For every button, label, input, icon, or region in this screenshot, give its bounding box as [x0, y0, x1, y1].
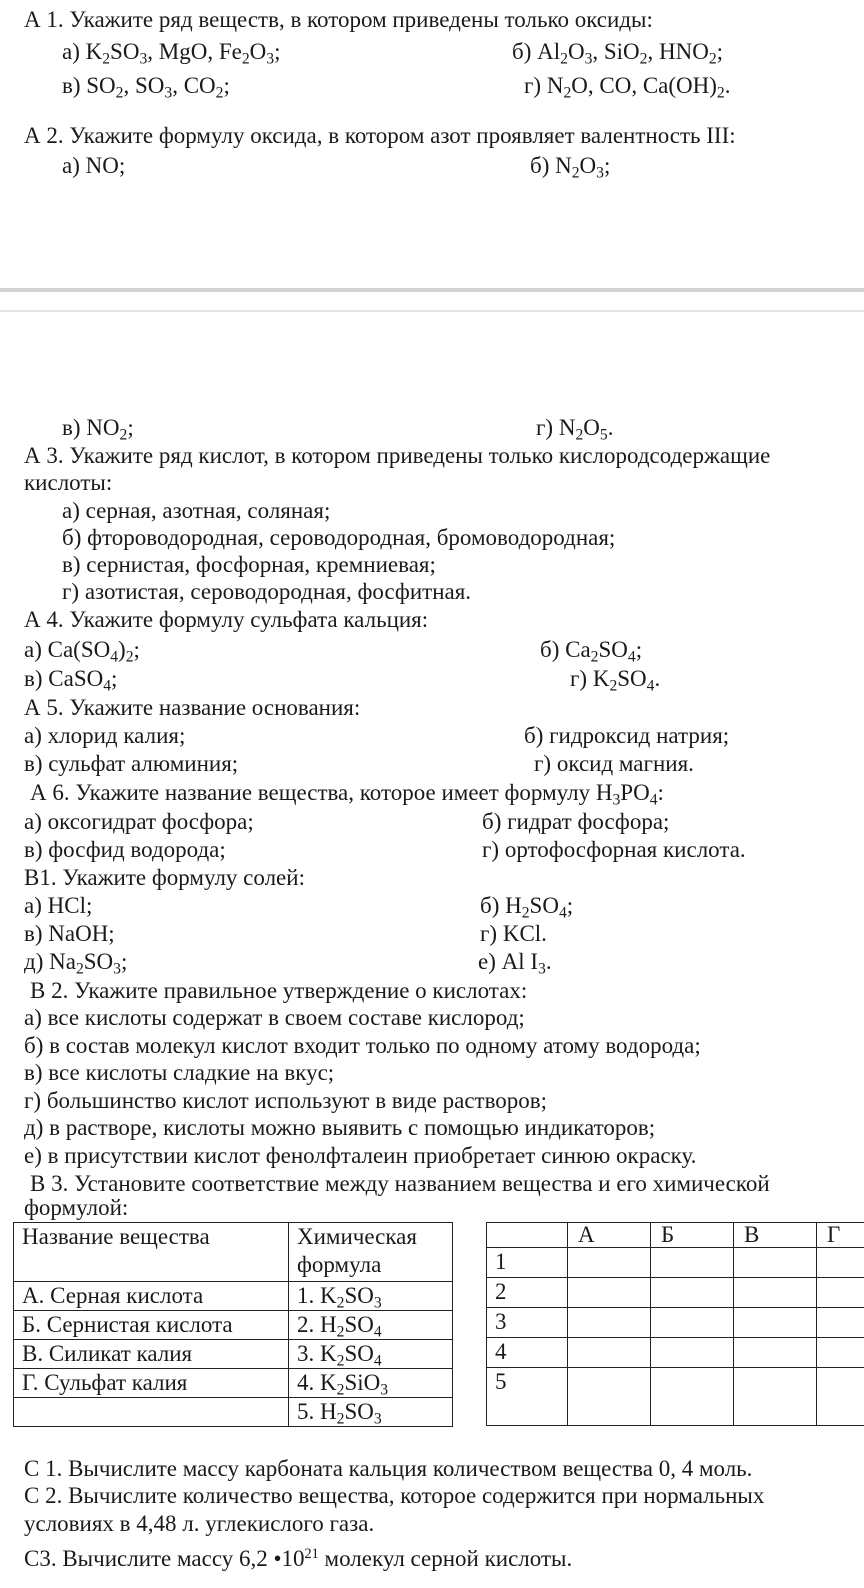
- question-b3-line2: формулой:: [24, 1195, 129, 1220]
- answer-b1-c: в) NaOH;: [24, 921, 115, 946]
- grid-answer-cell[interactable]: [734, 1368, 817, 1426]
- answer-b2-b: б) в состав молекул кислот входит только по одному атому водорода;: [24, 1033, 701, 1058]
- question-b3-line1: В 3. Установите соответствие между названием вещества и его химической: [30, 1171, 770, 1196]
- answer-a2-a: а) NO;: [62, 153, 126, 178]
- formula-cell-4: 4. $K_2SiO_3$: [289, 1369, 453, 1398]
- page-break-line: [0, 310, 864, 312]
- grid-answer-cell[interactable]: [651, 1338, 734, 1368]
- answer-a1-a: а) $K_2SO_3$, MgO, $Fe_2O_3$;: [62, 39, 281, 68]
- grid-answer-cell[interactable]: [651, 1248, 734, 1278]
- answer-b2-d: г) большинство кислот используют в виде растворов;: [24, 1088, 548, 1113]
- grid-answer-cell[interactable]: [817, 1278, 864, 1308]
- answer-a3-c: в) сернистая, фосфорная, кремниевая;: [62, 552, 436, 577]
- answer-b1-e: д) $Na_2SO_3$;: [24, 949, 128, 978]
- formula-cell-1: 1. $K_2SO_3$: [289, 1282, 453, 1311]
- answer-b2-c: в) все кислоты сладкие на вкус;: [24, 1060, 335, 1085]
- answer-a6-b: б) гидрат фосфора;: [482, 809, 670, 834]
- grid-answer-cell[interactable]: [817, 1368, 864, 1426]
- answer-b1-f: е) Al $I_3$.: [478, 949, 552, 978]
- grid-answer-cell[interactable]: [568, 1368, 651, 1426]
- matching-table-names: [13, 1222, 453, 1427]
- formula-cell-5: 5. $H_2SO_3$: [289, 1398, 453, 1427]
- grid-answer-cell[interactable]: [734, 1308, 817, 1338]
- answer-a5-b: б) гидроксид натрия;: [524, 723, 730, 748]
- answer-a5-a: а) хлорид калия;: [24, 723, 186, 748]
- grid-header-d: Г: [817, 1223, 864, 1248]
- grid-answer-cell[interactable]: [651, 1368, 734, 1426]
- answer-a4-d: г) $K_2SO_4$.: [570, 666, 661, 695]
- grid-answer-cell[interactable]: [817, 1338, 864, 1368]
- grid-header-c: В: [734, 1223, 817, 1248]
- grid-row-label: 5: [487, 1368, 568, 1426]
- grid-answer-cell[interactable]: [651, 1278, 734, 1308]
- task-c1: С 1. Вычислите массу карбоната кальция количеством вещества 0, 4 моль.: [24, 1456, 753, 1481]
- formula-cell-3: 3. $K_2SO_4$: [289, 1340, 453, 1369]
- page-break-line: [0, 288, 864, 292]
- grid-answer-cell[interactable]: [734, 1248, 817, 1278]
- grid-answer-cell[interactable]: [651, 1308, 734, 1338]
- answer-a4-c: в) CaSO$_4$;: [24, 666, 118, 695]
- answer-b1-b: б) $H_2SO_4$;: [480, 893, 574, 922]
- grid-row-label: 3: [487, 1308, 568, 1338]
- grid-corner: [487, 1223, 568, 1248]
- answer-a5-d: г) оксид магния.: [534, 751, 694, 776]
- task-c3: С3. Вычислите массу 6,2 $•10^{21}$ молекул серной кислоты.: [24, 1546, 573, 1571]
- header-chemical-formula: Химическая формула: [289, 1223, 453, 1282]
- answer-a3-a: а) серная, азотная, соляная;: [62, 498, 331, 523]
- question-a3-line2: кислоты:: [24, 470, 113, 495]
- grid-header-a: А: [568, 1223, 651, 1248]
- grid-row-label: 1: [487, 1248, 568, 1278]
- grid-answer-cell[interactable]: [568, 1248, 651, 1278]
- name-cell-b: Б. Сернистая кислота: [14, 1311, 289, 1340]
- question-a4: А 4. Укажите формулу сульфата кальция:: [24, 607, 429, 632]
- grid-answer-cell[interactable]: [734, 1278, 817, 1308]
- answer-a1-c: в) $SO_2$, $SO_3$, $CO_2$;: [62, 73, 230, 102]
- answer-a1-d: г) $N_2O$, CO, $Ca(OH)_2$.: [524, 73, 731, 102]
- question-a1: А 1. Укажите ряд веществ, в котором приведены только оксиды:: [24, 7, 653, 32]
- answer-a2-c: в) $NO_2$;: [62, 415, 134, 444]
- question-a3-line1: А 3. Укажите ряд кислот, в котором приведены только кислородсодержащие: [24, 443, 771, 468]
- question-a2: А 2. Укажите формулу оксида, в котором азот проявляет валентность III:: [24, 123, 736, 148]
- question-b2: В 2. Укажите правильное утверждение о кислотах:: [30, 978, 528, 1003]
- answer-b1-a: а) HCl;: [24, 893, 93, 918]
- answer-a2-b: б) $N_2O_3$;: [530, 153, 611, 182]
- answer-a6-a: а) оксогидрат фосфора;: [24, 809, 254, 834]
- answer-a6-d: г) ортофосфорная кислота.: [482, 837, 746, 862]
- answer-a3-d: г) азотистая, сероводородная, фосфитная.: [62, 579, 472, 604]
- answer-grid-table: [486, 1222, 864, 1426]
- question-b1: В1. Укажите формулу солей:: [24, 865, 305, 890]
- name-cell-a: А. Серная кислота: [14, 1282, 289, 1311]
- grid-row-label: 4: [487, 1338, 568, 1368]
- grid-answer-cell[interactable]: [817, 1308, 864, 1338]
- answer-a1-b: б) $Al_2O_3$, SiO$_2$, $HNO_2$;: [512, 39, 724, 68]
- name-cell-empty: [14, 1398, 289, 1427]
- grid-answer-cell[interactable]: [734, 1338, 817, 1368]
- task-c2-line2: условиях в 4,48 л. углекислого газа.: [24, 1511, 375, 1536]
- grid-row-label: 2: [487, 1278, 568, 1308]
- answer-a3-b: б) фтороводородная, сероводородная, бромоводородная;: [62, 525, 616, 550]
- header-substance-name: Название вещества: [14, 1223, 289, 1282]
- grid-answer-cell[interactable]: [568, 1278, 651, 1308]
- grid-answer-cell[interactable]: [568, 1338, 651, 1368]
- page-break: [0, 268, 864, 416]
- answer-b2-f: е) в присутствии кислот фенолфталеин приобретает синюю окраску.: [24, 1143, 697, 1168]
- answer-a5-c: в) сульфат алюминия;: [24, 751, 239, 776]
- name-cell-c: В. Силикат калия: [14, 1340, 289, 1369]
- question-a6: А 6. Укажите название вещества, которое имеет формулу $H_3PO_4$:: [30, 780, 664, 809]
- formula-cell-2: 2. $H_2SO_4$: [289, 1311, 453, 1340]
- answer-a4-b: б) $Ca_2SO_4$;: [540, 637, 643, 666]
- answer-b1-d: г) KCl.: [480, 921, 547, 946]
- answer-a6-c: в) фосфид водорода;: [24, 837, 226, 862]
- answer-b2-a: а) все кислоты содержат в своем составе кислород;: [24, 1005, 525, 1030]
- question-a5: А 5. Укажите название основания:: [24, 695, 361, 720]
- name-cell-d: Г. Сульфат калия: [14, 1369, 289, 1398]
- answer-a4-a: а) $Ca(SO_4)_2$;: [24, 637, 140, 666]
- answer-a2-d: г) $N_2O_5$.: [536, 415, 614, 444]
- grid-answer-cell[interactable]: [817, 1248, 864, 1278]
- grid-answer-cell[interactable]: [568, 1308, 651, 1338]
- grid-header-b: Б: [651, 1223, 734, 1248]
- task-c2-line1: С 2. Вычислите количество вещества, которое содержится при нормальных: [24, 1483, 765, 1508]
- answer-b2-e: д) в растворе, кислоты можно выявить с помощью индикаторов;: [24, 1115, 656, 1140]
